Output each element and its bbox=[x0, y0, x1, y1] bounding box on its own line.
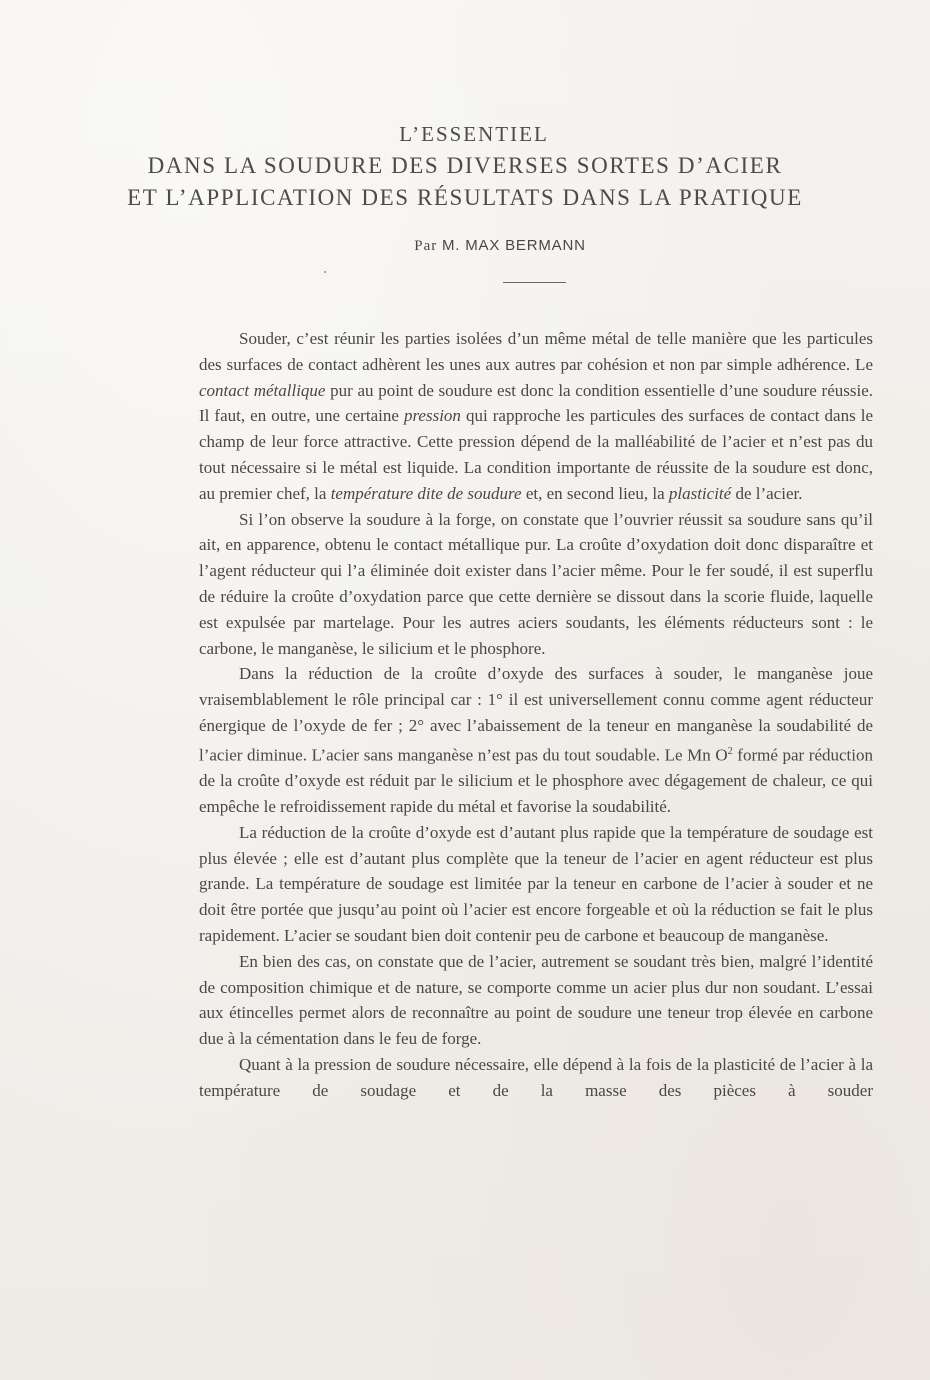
paragraph-1-part-c: pur au point de soudure est donc la condition essentielle d’une soudure réussie. Il faut, en outre, une certaine bbox=[199, 380, 873, 426]
paragraph-3-part-a: Dans la réduction de la croûte d’oxyde des surfaces à souder, le manganèse joue vraisemblablement le rôle principal car : 1° il est universellement connu comme agent réducteur énergique de l’oxyde de fer ; 2° avec l’abaissement de la teneur en manganèse la soudabilité de l’acier diminue. L’acier sans manganèse n’est pas du tout soudable. Le Mn O bbox=[199, 664, 873, 765]
title-block bbox=[0, 118, 930, 214]
title-line-1: L’ESSENTIEL bbox=[399, 122, 549, 146]
body-text bbox=[199, 326, 873, 1104]
paragraph-1-emphasis-contact: contact métallique bbox=[199, 380, 326, 400]
paragraph-4: La réduction de la croûte d’oxyde est d’autant plus rapide que la température de soudage est plus élevée ; elle est d’autant plus complète que la teneur de l’acier en agent réducteur est plus grande. La température de soudage est limitée par la teneur en carbone de l’acier à souder et ne doit être portée que jusqu’au point où l’acier est encore forgeable et où la réduction se fait le plus rapidement. L’acier se soudant bien doit contenir peu de carbone et beaucoup de manganèse. bbox=[199, 822, 873, 945]
paragraph-3-superscript: 2 bbox=[727, 745, 733, 757]
paragraph-1-part-i: de l’acier. bbox=[731, 483, 803, 503]
paragraph-1-emphasis-temperature: température dite de soudure bbox=[330, 483, 522, 503]
author-name: M. MAX BERMANN bbox=[442, 237, 586, 254]
paragraph-1-part-e: qui rapproche les particules des surfaces de contact dans le champ de leur force attractive. Cette pression dépend de la malléabilité de l’acier et n’est pas du tout nécessaire si le métal est liquide. La condition importante de réussite de la soudure est donc, au premier chef, la bbox=[199, 406, 874, 503]
separator-rule bbox=[503, 282, 566, 283]
paragraph-1-emphasis-plasticite: plasticité bbox=[668, 483, 732, 503]
paragraph-1-part-a: Souder, c’est réunir les parties isolées d’un même métal de telle manière que les particules des surfaces de contact adhèrent les unes aux autres par cohésion et non par simple adhérence. Le bbox=[199, 329, 873, 374]
author-line bbox=[0, 237, 930, 255]
paragraph-3 bbox=[199, 661, 873, 819]
author-prefix: Par bbox=[414, 238, 438, 254]
paragraph-6: Quant à la pression de soudure nécessaire, elle dépend à la fois de la plasticité de l’acier à la température de soudage et de la masse des pièces à souder bbox=[199, 1054, 873, 1100]
paragraph-1-emphasis-pression: pression bbox=[403, 406, 461, 426]
paragraph-2: Si l’on observe la soudure à la forge, on constate que l’ouvrier réussit sa soudure sans qu’il ait, en apparence, obtenu le contact métallique pur. La croûte d’oxydation doit donc disparaître et l’agent réducteur qui l’a éliminée doit exister dans l’acier même. Pour le fer soudé, il est superflu de réduire la croûte d’oxydation parce que cette dernière se dissout dans la scorie fluide, laquelle est expulsée par martelage. Pour les autres aciers soudants, les éléments réducteurs sont : le carbone, le manganèse, le silicium et le phosphore. bbox=[199, 509, 873, 658]
paragraph-1 bbox=[199, 326, 873, 507]
paragraph-5: En bien des cas, on constate que de l’acier, autrement se soudant très bien, malgré l’identité de composition chimique et de nature, se comporte comme un acier plus dur non soudant. L’essai aux étincelles permet alors de reconnaître au point de soudure une teneur trop élevée en carbone due à la cémentation dans le feu de forge. bbox=[199, 951, 873, 1049]
paragraph-1-part-g: et, en second lieu, la bbox=[521, 483, 669, 503]
paragraph-3-part-b: formé par réduction de la croûte d’oxyde est réduit par le silicium et le phosphore avec dégagement de chaleur, ce qui empêche le refroidissement rapide du métal et favorise la soudabilité. bbox=[199, 745, 874, 816]
speck bbox=[324, 271, 326, 273]
title-line-3: ET L’APPLICATION DES RÉSULTATS DANS LA PRATIQUE bbox=[127, 185, 803, 210]
title-line-2: DANS LA SOUDURE DES DIVERSES SORTES D’ACIER bbox=[147, 153, 783, 178]
